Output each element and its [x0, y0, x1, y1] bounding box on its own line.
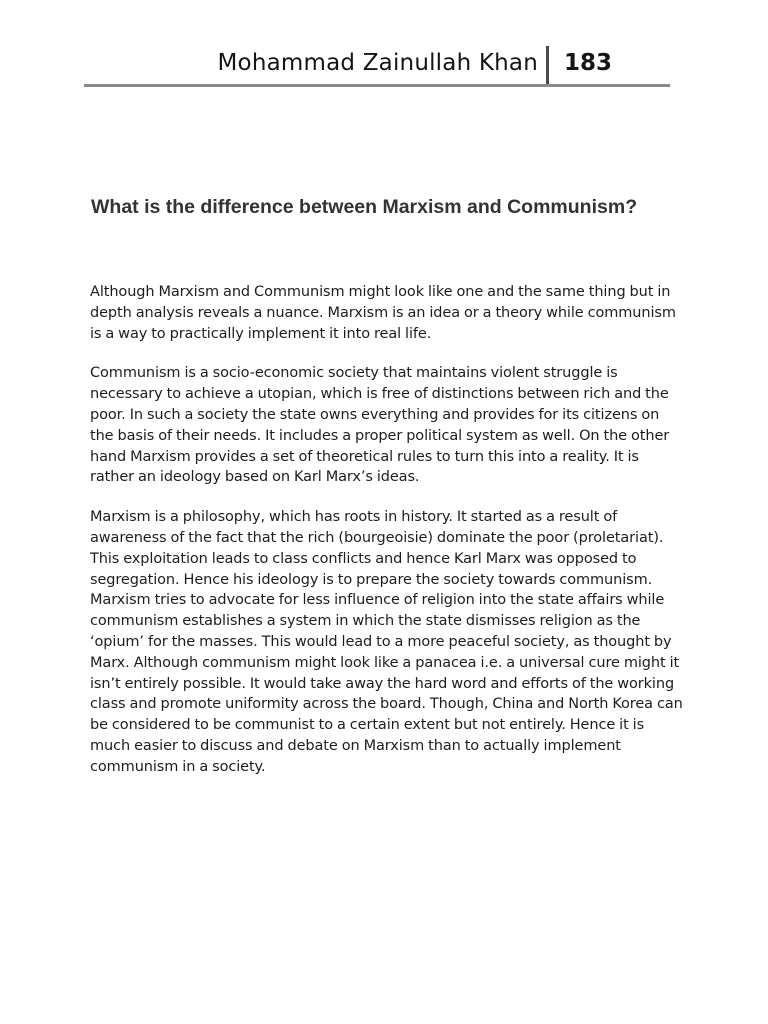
paragraph-1: Although Marxism and Communism might look like one and the same thing but in depth analysis reveals a nuance. Marxism is an idea or a theory while communism is a way to practically implement it into real life.	[90, 284, 676, 342]
page-number: 183	[564, 50, 613, 76]
article-body	[90, 282, 686, 797]
article-title: What is the difference between Marxism and Communism?	[91, 196, 638, 218]
header-author: Mohammad Zainullah Khan	[217, 50, 538, 76]
header-divider	[546, 46, 549, 84]
paragraph-3: Marxism is a philosophy, which has roots in history. It started as a result of awareness of the fact that the rich (bourgeoisie) dominate the poor (proletariat). This exploitation leads to class conflicts and hence Karl Marx was opposed to segregation. Hence his ideology is to prepare the society towards communism. Marxism tries to advocate for less influence of religion into the state affairs while communism establishes a system in which the state dismisses religion as the ‘opium’ for the masses. This would lead to a more peaceful society, as thought by Marx. Although communism might look like a panacea i.e. a universal cure might it isn’t entirely possible. It would take away the hard word and efforts of the working class and promote uniformity across the board. Though, China and North Korea can be considered to be communist to a certain extent but not entirely. Hence it is much easier to discuss and debate on Marxism than to actually implement communism in a society.	[90, 509, 683, 775]
paragraph-2: Communism is a socio-economic society that maintains violent struggle is necessary to achieve a utopian, which is free of distinctions between rich and the poor. In such a society the state owns everything and provides for its citizens on the basis of their needs. It includes a proper political system as well. On the other hand Marxism provides a set of theoretical rules to turn this into a reality. It is rather an ideology based on Karl Marx’s ideas.	[90, 365, 670, 486]
running-header	[84, 44, 670, 87]
